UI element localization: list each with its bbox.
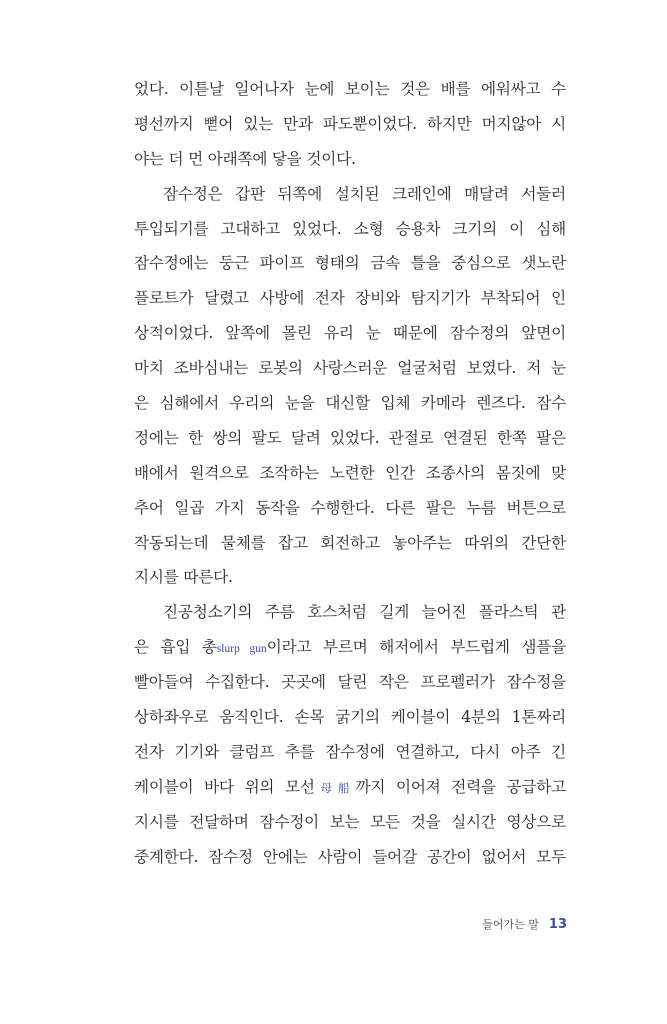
text-line: 전자 기기와 클럼프 추를 잠수정에 연결하고, 다시 아주 긴 — [134, 742, 566, 761]
english-gloss: slurp gun — [216, 643, 267, 656]
text-line: 마치 조바심내는 로봇의 사랑스러운 얼굴처럼 보였다. 저 눈 — [134, 359, 566, 378]
text-line: 중계한다. 잠수정 안에는 사람이 들어갈 공간이 없어서 모두 — [134, 847, 566, 866]
text-line: 평선까지 뻗어 있는 만과 파도뿐이었다. 하지만 머지않아 시 — [134, 114, 566, 133]
text-line: 작동되는데 물체를 잡고 회전하고 놓아주는 따위의 간단한 — [134, 533, 566, 552]
hanja-gloss: 母船 — [314, 782, 356, 795]
text-line: 었다. 이튿날 일어나자 눈에 보이는 것은 배를 에워싸고 수 — [134, 80, 566, 98]
text-segment: 이라고 부르며 해저에서 부드럽게 샘플을 — [266, 638, 566, 657]
text-line: 잠수정에는 둥근 파이프 형태의 금속 틀을 중심으로 샛노란 — [134, 254, 566, 273]
paragraph-first-line: 진공청소기의 주름 호스처럼 길게 늘어진 플라스틱 관 — [163, 603, 566, 622]
paragraph-first-line: 잠수정은 갑판 뒤쪽에 설치된 크레인에 매달려 서둘러 — [163, 184, 566, 203]
text-line: 상하좌우로 움직인다. 손목 굵기의 케이블이 4분의 1톤짜리 — [134, 708, 566, 727]
text-line: 은 심해에서 우리의 눈을 대신할 입체 카메라 렌즈다. 잠수 — [134, 394, 566, 413]
text-line: 배에서 원격으로 조작하는 노련한 인간 조종사의 몸짓에 맞 — [134, 463, 566, 482]
text-line: 빨아들여 수집한다. 곳곳에 달린 작은 프로펠러가 잠수정을 — [134, 673, 566, 692]
text-line: 지시를 따른다. — [134, 568, 233, 587]
text-line: 플로트가 달렸고 사방에 전자 장비와 탐지기가 부착되어 인 — [134, 289, 566, 308]
text-line: 상적이었다. 앞쪽에 몰린 유리 눈 때문에 잠수정의 앞면이 — [134, 324, 566, 343]
text-line: 지시를 전달하며 잠수정이 보는 모든 것을 실시간 영상으로 — [134, 812, 566, 831]
text-line: 추어 일곱 가지 동작을 수행한다. 다른 팔은 누름 버튼으로 — [134, 498, 566, 517]
text-segment: 까지 이어져 전력을 공급하고 — [355, 777, 566, 796]
text-line: 투입되기를 고대하고 있었다. 소형 승용차 크기의 이 심해 — [134, 219, 566, 238]
body-text — [134, 72, 566, 874]
text-line-with-gloss — [134, 630, 566, 665]
text-segment: 은 흡입 총 — [134, 638, 217, 657]
text-line: 야는 더 먼 아래쪽에 닿을 것이다. — [134, 149, 356, 168]
text-segment: 케이블이 바다 위의 모선 — [134, 777, 315, 796]
text-line-with-gloss — [134, 770, 566, 805]
text-line: 정에는 한 쌍의 팔도 달려 있었다. 관절로 연결된 한쪽 팔은 — [134, 428, 566, 447]
page-footer — [482, 912, 567, 936]
page-number: 13 — [548, 916, 567, 932]
running-footer-title: 들어가는 말 — [482, 918, 539, 931]
